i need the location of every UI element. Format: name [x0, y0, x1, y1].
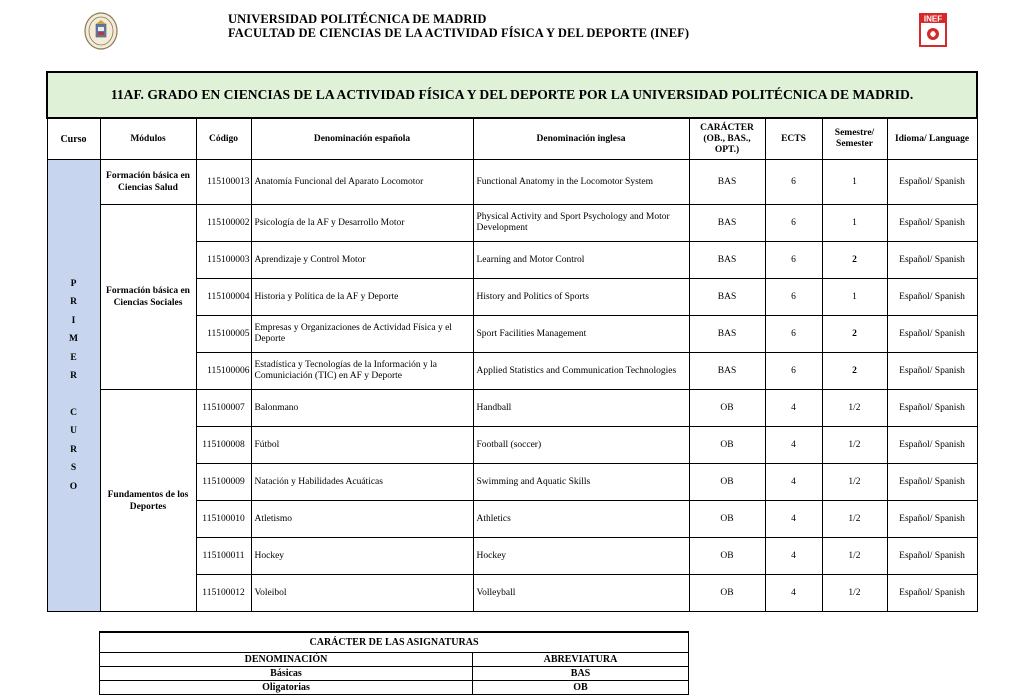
header-idioma: Idioma/ Language — [887, 118, 977, 160]
table-row — [47, 205, 977, 242]
denom-en-cell: Applied Statistics and Communication Technologies — [473, 353, 689, 390]
ects-cell: 4 — [765, 390, 822, 427]
code-cell: 115100008 — [196, 427, 251, 464]
module-cell: Formación básica en Ciencias Salud — [100, 160, 196, 205]
denom-en-cell: Hockey — [473, 538, 689, 575]
caracter-cell: BAS — [689, 279, 765, 316]
denom-es-cell: Aprendizaje y Control Motor — [251, 242, 473, 279]
language-cell: Español/ Spanish — [887, 427, 977, 464]
legend-row — [100, 681, 689, 695]
legend-abbr: BAS — [473, 667, 689, 681]
denom-en-cell: Physical Activity and Sport Psychology and Motor Development — [473, 205, 689, 242]
code-cell: 115100006 — [196, 353, 251, 390]
language-cell: Español/ Spanish — [887, 242, 977, 279]
university-name: UNIVERSIDAD POLITÉCNICA DE MADRID — [228, 12, 487, 26]
ects-cell: 4 — [765, 464, 822, 501]
header-curso: Curso — [47, 118, 100, 160]
caracter-cell: OB — [689, 538, 765, 575]
semester-cell: 2 — [822, 316, 887, 353]
header-semestre: Semestre/ Semester — [822, 118, 887, 160]
curso-cell: P R I M E R C U R S O — [47, 160, 100, 612]
denom-es-cell: Hockey — [251, 538, 473, 575]
code-cell: 115100013 — [196, 160, 251, 205]
inef-logo-icon — [916, 10, 952, 50]
semester-cell: 1/2 — [822, 575, 887, 612]
denom-es-cell: Atletismo — [251, 501, 473, 538]
legend-name: Oligatorias — [100, 681, 473, 695]
inef-logo-text: INEF — [923, 14, 943, 24]
institution-heading — [228, 12, 689, 40]
module-cell: Formación básica en Ciencias Sociales — [100, 205, 196, 390]
upm-seal-icon — [84, 12, 118, 50]
code-cell: 115100012 — [196, 575, 251, 612]
document-header — [0, 0, 1024, 62]
caracter-cell: BAS — [689, 353, 765, 390]
denom-es-cell: Balonmano — [251, 390, 473, 427]
caracter-cell: BAS — [689, 242, 765, 279]
code-cell: 115100009 — [196, 464, 251, 501]
semester-cell: 1/2 — [822, 501, 887, 538]
subjects-table — [46, 71, 978, 612]
legend-row — [100, 667, 689, 681]
legend-name: Básicas — [100, 667, 473, 681]
ects-cell: 4 — [765, 427, 822, 464]
code-cell: 115100002 — [196, 205, 251, 242]
denom-en-cell: Football (soccer) — [473, 427, 689, 464]
ects-cell: 6 — [765, 316, 822, 353]
semester-cell: 1 — [822, 205, 887, 242]
denom-en-cell: Sport Facilities Management — [473, 316, 689, 353]
caracter-cell: OB — [689, 575, 765, 612]
code-cell: 115100007 — [196, 390, 251, 427]
semester-cell: 1/2 — [822, 538, 887, 575]
language-cell: Español/ Spanish — [887, 160, 977, 205]
denom-es-cell: Psicología de la AF y Desarrollo Motor — [251, 205, 473, 242]
denom-es-cell: Voleibol — [251, 575, 473, 612]
code-cell: 115100011 — [196, 538, 251, 575]
caracter-cell: BAS — [689, 316, 765, 353]
code-cell: 115100010 — [196, 501, 251, 538]
ects-cell: 4 — [765, 575, 822, 612]
table-row — [47, 390, 977, 427]
header-caracter: CARÁCTER (OB., BAS., OPT.) — [689, 118, 765, 160]
language-cell: Español/ Spanish — [887, 575, 977, 612]
semester-cell: 2 — [822, 242, 887, 279]
header-ects: ECTS — [765, 118, 822, 160]
module-cell: Fundamentos de los Deportes — [100, 390, 196, 612]
denom-en-cell: Handball — [473, 390, 689, 427]
legend-title: CARÁCTER DE LAS ASIGNATURAS — [100, 632, 689, 653]
caracter-cell: OB — [689, 427, 765, 464]
language-cell: Español/ Spanish — [887, 464, 977, 501]
header-row — [47, 118, 977, 160]
header-denom-en: Denominación inglesa — [473, 118, 689, 160]
caracter-legend-table — [99, 631, 689, 695]
semester-cell: 1 — [822, 160, 887, 205]
denom-en-cell: Functional Anatomy in the Locomotor System — [473, 160, 689, 205]
denom-es-cell: Fútbol — [251, 427, 473, 464]
caracter-cell: OB — [689, 501, 765, 538]
ects-cell: 6 — [765, 205, 822, 242]
header-modulos: Módulos — [100, 118, 196, 160]
denom-es-cell: Empresas y Organizaciones de Actividad Física y el Deporte — [251, 316, 473, 353]
ects-cell: 6 — [765, 353, 822, 390]
semester-cell: 2 — [822, 353, 887, 390]
semester-cell: 1/2 — [822, 427, 887, 464]
caracter-cell: OB — [689, 390, 765, 427]
denom-en-cell: Learning and Motor Control — [473, 242, 689, 279]
denom-es-cell: Natación y Habilidades Acuáticas — [251, 464, 473, 501]
header-denom-es: Denominación española — [251, 118, 473, 160]
code-cell: 115100004 — [196, 279, 251, 316]
ects-cell: 6 — [765, 242, 822, 279]
caracter-cell: BAS — [689, 160, 765, 205]
semester-cell: 1/2 — [822, 390, 887, 427]
language-cell: Español/ Spanish — [887, 353, 977, 390]
denom-en-cell: History and Politics of Sports — [473, 279, 689, 316]
ects-cell: 6 — [765, 160, 822, 205]
faculty-name: FACULTAD DE CIENCIAS DE LA ACTIVIDAD FÍSICA Y DEL DEPORTE (INEF) — [228, 26, 690, 40]
ects-cell: 6 — [765, 279, 822, 316]
denom-es-cell: Estadística y Tecnologías de la Información y la Comuniciación (TIC) en AF y Deporte — [251, 353, 473, 390]
code-cell: 115100005 — [196, 316, 251, 353]
language-cell: Español/ Spanish — [887, 390, 977, 427]
ects-cell: 4 — [765, 538, 822, 575]
caracter-cell: BAS — [689, 205, 765, 242]
denom-en-cell: Volleyball — [473, 575, 689, 612]
language-cell: Español/ Spanish — [887, 279, 977, 316]
legend-header-denominacion: DENOMINACIÓN — [100, 653, 473, 667]
ects-cell: 4 — [765, 501, 822, 538]
language-cell: Español/ Spanish — [887, 205, 977, 242]
semester-cell: 1 — [822, 279, 887, 316]
caracter-cell: OB — [689, 464, 765, 501]
table-row — [47, 160, 977, 205]
header-codigo: Código — [196, 118, 251, 160]
language-cell: Español/ Spanish — [887, 501, 977, 538]
denom-en-cell: Athletics — [473, 501, 689, 538]
language-cell: Español/ Spanish — [887, 538, 977, 575]
semester-cell: 1/2 — [822, 464, 887, 501]
table-title: 11AF. GRADO EN CIENCIAS DE LA ACTIVIDAD FÍSICA Y DEL DEPORTE POR LA UNIVERSIDAD POLITÉCNICA DE MADRID. — [47, 72, 977, 118]
denom-es-cell: Anatomía Funcional del Aparato Locomotor — [251, 160, 473, 205]
code-cell: 115100003 — [196, 242, 251, 279]
language-cell: Español/ Spanish — [887, 316, 977, 353]
denom-en-cell: Swimming and Aquatic Skills — [473, 464, 689, 501]
denom-es-cell: Historia y Política de la AF y Deporte — [251, 279, 473, 316]
legend-header-abreviatura: ABREVIATURA — [473, 653, 689, 667]
legend-abbr: OB — [473, 681, 689, 695]
